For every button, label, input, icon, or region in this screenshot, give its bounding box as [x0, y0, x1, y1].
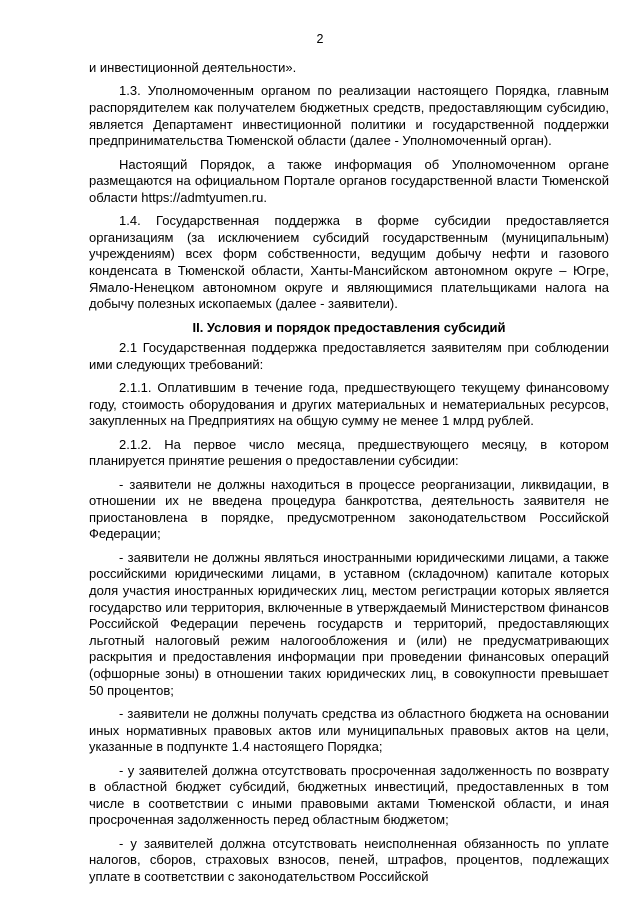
- section-heading: II. Условия и порядок предоставления субсидий: [192, 319, 506, 335]
- paragraph-2-1: 2.1 Государственная поддержка предоставляется заявителям при соблюдении ими следующих требований:: [89, 340, 609, 372]
- paragraph-1-4: 1.4. Государственная поддержка в форме субсидии предоставляется организациям (за исключением субсидий государственным (муниципальным) учреждениям) всех форм собственности, ведущим добычу нефти и газового конденсата в Тюменской области, Ханты-Мансийском автономном округе – Югре, Ямало-Ненецком автономном округе и являющимися плательщиками налога на добычу полезных ископаемых (далее - заявители).: [89, 213, 609, 312]
- list-item-foreign-entities: - заявители не должны являться иностранными юридическими лицами, а также российскими юридическими лицами, в уставном (складочном) капитале которых доля участия иностранных юридических лиц, местом регистрации которых является государство или территория, включенные в утверждаемый Министерством финансов Российской Федерации перечень государств и территорий, предоставляющих льготный налоговый режим налогообложения и (или) не предусматривающих раскрытия и предоставления информации при проведении финансовых операций (офшорные зоны) в отношении таких юридических лиц, в совокупности превышает 50 процентов;: [89, 549, 609, 698]
- paragraph-2-1-2: 2.1.2. На первое число месяца, предшествующего месяцу, в котором планируется принятие решения о предоставлении субсидии:: [89, 436, 609, 469]
- list-item-overdue-debt: - у заявителей должна отсутствовать просроченная задолженность по возврату в областной бюджет субсидий, бюджетных инвестиций, предоставленных в том числе в соответствии с иными правовыми актами Тюменской области, и иная просроченная задолженность перед областным бюджетом;: [89, 762, 609, 828]
- paragraph-1-3: 1.3. Уполномоченным органом по реализации настоящего Порядка, главным распорядителем как получателем бюджетных средств, предоставляющим субсидию, является Департамент инвестиционной политики и государственной поддержки предпринимательства Тюменской области (далее - Уполномоченный орган).: [89, 83, 609, 149]
- paragraph-2-1-1: 2.1.1. Оплатившим в течение года, предшествующего текущему финансовому году, стоимость оборудования и других материальных и нематериальных ресурсов, закупленных на Предприятиях на общую сумму не менее 1 млрд рублей.: [89, 380, 609, 429]
- paragraph-continuation: и инвестиционной деятельности».: [89, 60, 297, 75]
- page-number: 2: [316, 32, 324, 46]
- list-item-tax-obligations: - у заявителей должна отсутствовать неисполненная обязанность по уплате налогов, сборов, страховых взносов, пеней, штрафов, процентов, подлежащих уплате в соответствии с законодательством Российской: [89, 835, 609, 884]
- list-item-reorganization: - заявители не должны находиться в процессе реорганизации, ликвидации, в отношении их не введена процедура банкротства, деятельность заявителя не приостановлена в порядке, предусмотренном законодательством Российской Федерации;: [89, 476, 609, 542]
- document-body: [89, 60, 609, 892]
- list-item-other-funds: - заявители не должны получать средства из областного бюджета на основании иных нормативных правовых актов или муниципальных правовых актов на цели, указанные в подпункте 1.4 настоящего Порядка;: [89, 705, 609, 755]
- paragraph-publication: Настоящий Порядок, а также информация об Уполномоченном органе размещаются на официальном Портале органов государственной власти Тюменской области https://admtyumen.ru.: [89, 156, 609, 205]
